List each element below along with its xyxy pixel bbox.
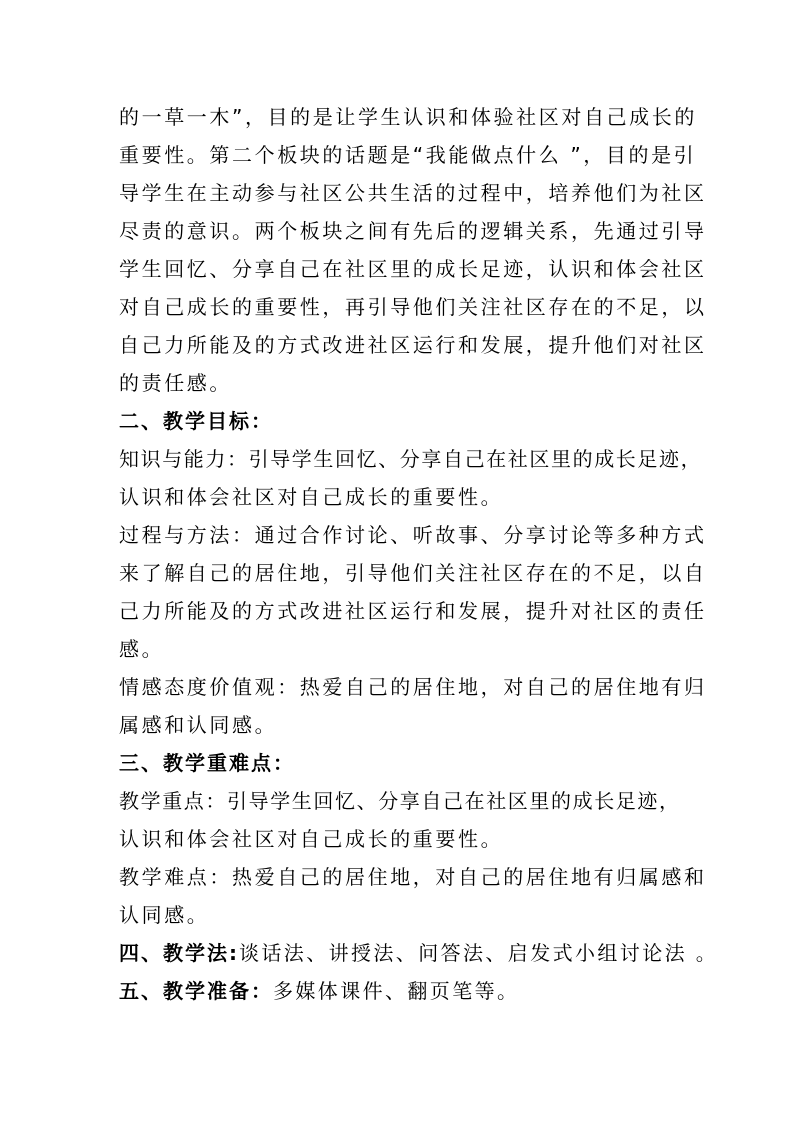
section-preparation (119, 979, 519, 1003)
objective-line: 认识和体会社区对自己成长的重要性。 (119, 485, 504, 509)
objective-line: 属感和认同感。 (119, 713, 278, 737)
preparation-text: 多媒体课件、翻页笔等。 (273, 979, 520, 1003)
paragraph-line: 的责任感。 (119, 371, 232, 395)
key-point-line: 认同感。 (119, 903, 210, 927)
paragraph-line: 的一草一木”，目的是让学生认识和体验社区对自己成长的 (119, 105, 697, 129)
objective-line: 过程与方法：通过合作讨论、听故事、分享讨论等多种方式 (119, 523, 707, 547)
section-heading-preparation: 五、教学准备： (119, 979, 273, 1003)
key-point-line: 认识和体会社区对自己成长的重要性。 (119, 827, 504, 851)
key-point-line: 教学难点：热爱自己的居住地，对自己的居住地有归属感和 (119, 865, 707, 889)
methods-text: 谈话法、讲授法、问答法、启发式小组讨论法 。 (239, 941, 719, 965)
section-heading-key-points: 三、教学重难点： (119, 751, 295, 775)
paragraph-line: 学生回忆、分享自己在社区里的成长足迹，认识和体会社区 (119, 257, 707, 281)
section-teaching-methods (119, 941, 718, 965)
paragraph-line: 导学生在主动参与社区公共生活的过程中，培养他们为社区 (119, 181, 707, 205)
objective-line: 来了解自己的居住地，引导他们关注社区存在的不足，以自 (119, 561, 707, 585)
paragraph-line: 重要性。第二个板块的话题是“我能做点什么 ”，目的是引 (119, 143, 697, 167)
paragraph-line: 对自己成长的重要性，再引导他们关注社区存在的不足，以 (119, 295, 707, 319)
objective-line: 知识与能力：引导学生回忆、分享自己在社区里的成长足迹， (119, 447, 703, 471)
paragraph-line: 尽责的意识。两个板块之间有先后的逻辑关系，先通过引导 (119, 219, 707, 243)
objective-line: 己力所能及的方式改进社区运行和发展，提升对社区的责任 (119, 599, 707, 623)
objective-line: 情感态度价值观：热爱自己的居住地，对自己的居住地有归 (119, 675, 707, 699)
section-heading-objectives: 二、教学目标： (119, 409, 273, 433)
key-point-line: 教学重点：引导学生回忆、分享自己在社区里的成长足迹， (119, 789, 681, 813)
paragraph-line: 自己力所能及的方式改进社区运行和发展，提升他们对社区 (119, 333, 707, 357)
section-heading-methods: 四、教学法: (119, 941, 239, 965)
objective-line: 感。 (119, 637, 165, 661)
